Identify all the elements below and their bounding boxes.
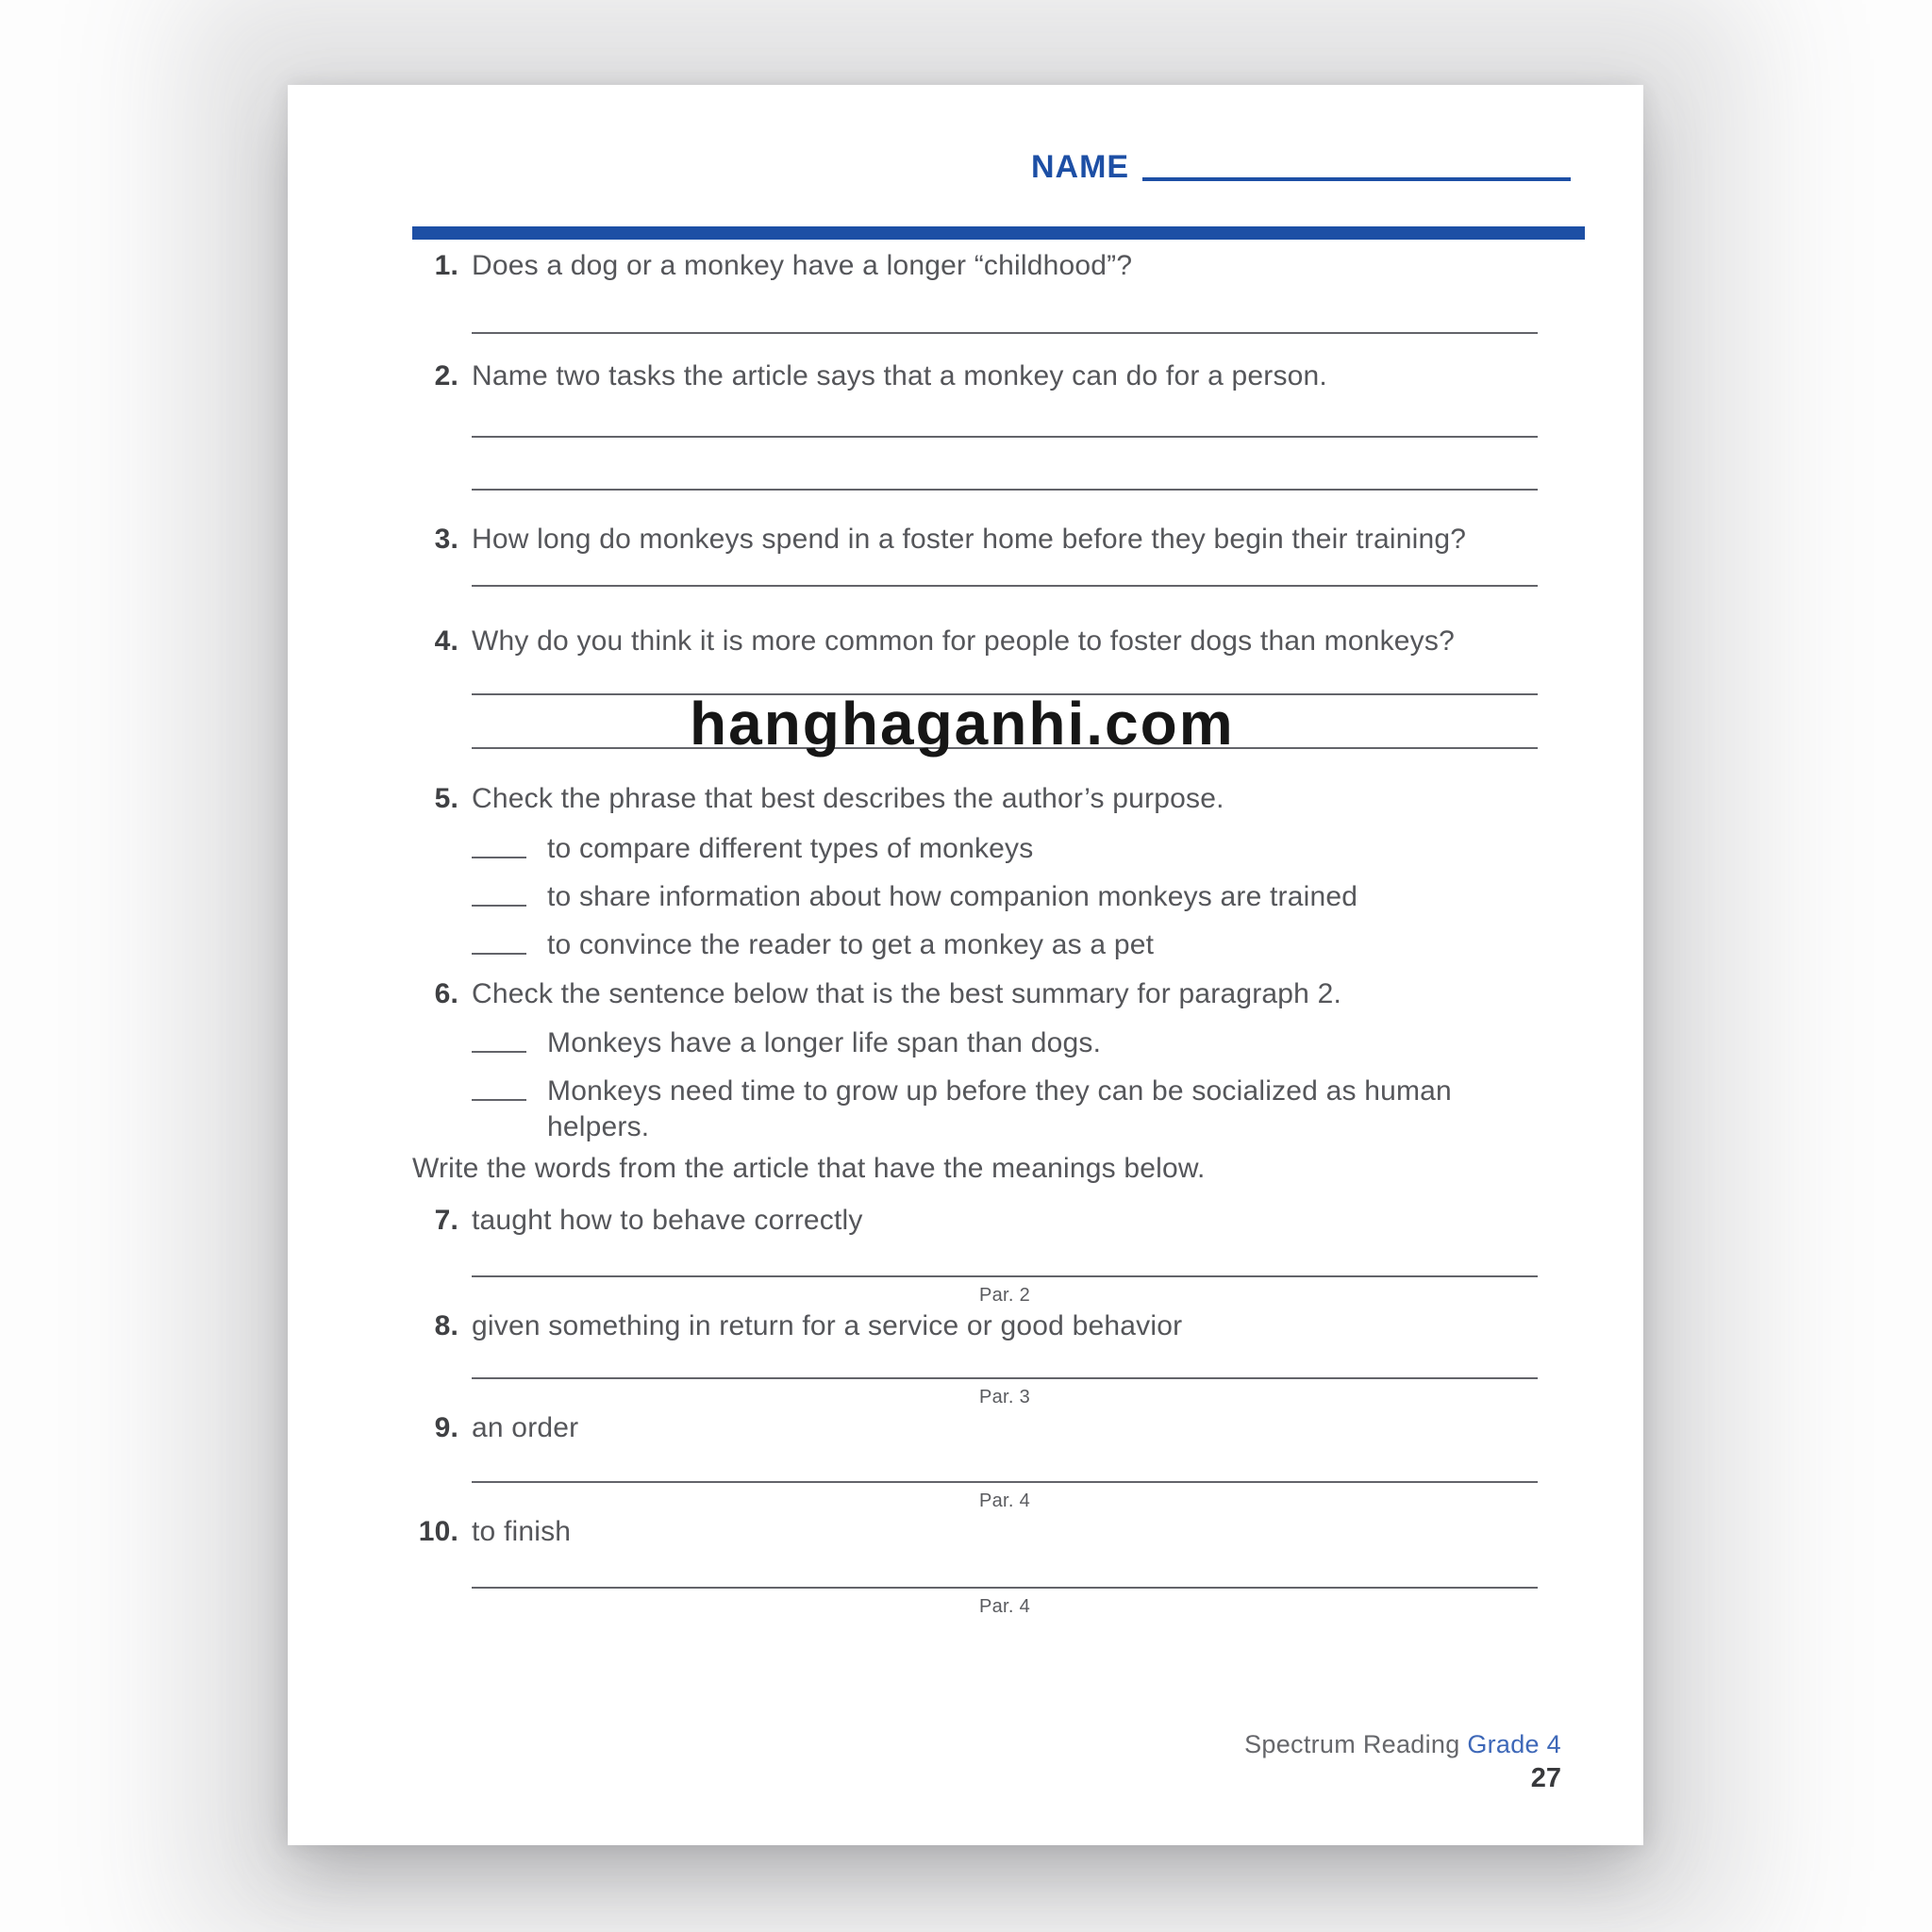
question-3-text: How long do monkeys spend in a foster home before they begin their training?	[472, 524, 1467, 555]
question-7-number: 7.	[434, 1205, 458, 1236]
option-text: to share information about how companion monkeys are trained	[547, 881, 1358, 912]
question-2-number: 2.	[434, 360, 458, 391]
check-blank	[472, 953, 526, 955]
option-text: to convince the reader to get a monkey as a pet	[547, 929, 1155, 960]
option-text: to compare different types of monkeys	[547, 833, 1034, 864]
question-7-text: taught how to behave correctly	[472, 1205, 863, 1236]
answer-line	[472, 489, 1538, 491]
grade-label: Grade 4	[1467, 1730, 1561, 1758]
paragraph-reference: Par. 3	[978, 1387, 1031, 1407]
page-footer	[1244, 1730, 1561, 1794]
paragraph-reference: Par. 4	[978, 1491, 1031, 1511]
answer-line	[472, 1377, 1538, 1379]
question-1-number: 1.	[434, 250, 458, 281]
worksheet-page	[288, 85, 1643, 1845]
series-name: Spectrum Reading	[1244, 1730, 1460, 1758]
check-blank	[472, 905, 526, 907]
question-2	[434, 358, 1552, 394]
question-10-number: 10.	[418, 1516, 458, 1547]
option-text: Monkeys need time to grow up before they can be socialized as human helpers.	[547, 1075, 1452, 1142]
question-5-option-3	[472, 927, 1557, 963]
question-2-text: Name two tasks the article says that a monkey can do for a person.	[472, 360, 1327, 391]
section-instruction: Write the words from the article that have the meanings below.	[412, 1153, 1206, 1184]
answer-line	[472, 1587, 1538, 1589]
question-4	[434, 624, 1552, 659]
question-6-option-1	[472, 1025, 1557, 1061]
question-10	[418, 1514, 1552, 1550]
check-blank	[472, 857, 526, 858]
question-8-text: given something in return for a service or good behavior	[472, 1310, 1183, 1341]
question-6	[434, 976, 1552, 1012]
check-blank	[472, 1051, 526, 1053]
answer-line	[472, 585, 1538, 587]
answer-line	[472, 436, 1538, 438]
header-rule	[412, 226, 1585, 240]
name-field-row	[1031, 142, 1571, 189]
question-5	[434, 781, 1552, 817]
question-5-number: 5.	[434, 783, 458, 814]
question-10-text: to finish	[472, 1516, 572, 1547]
answer-line	[472, 1481, 1538, 1483]
question-1	[434, 248, 1552, 284]
question-8	[434, 1308, 1552, 1344]
name-label: NAME	[1031, 149, 1130, 185]
name-blank-line	[1142, 177, 1571, 181]
option-text: Monkeys have a longer life span than dogs.	[547, 1027, 1102, 1058]
question-9-text: an order	[472, 1412, 579, 1443]
question-3-number: 3.	[434, 524, 458, 555]
question-4-number: 4.	[434, 625, 458, 657]
paragraph-reference: Par. 4	[978, 1596, 1031, 1617]
question-5-option-1	[472, 831, 1557, 867]
question-4-text: Why do you think it is more common for people to foster dogs than monkeys?	[472, 625, 1455, 657]
question-8-number: 8.	[434, 1310, 458, 1341]
book-title	[1244, 1730, 1561, 1759]
answer-line	[472, 1275, 1538, 1277]
question-9	[434, 1410, 1552, 1446]
answer-line	[472, 332, 1538, 334]
question-9-number: 9.	[434, 1412, 458, 1443]
question-7	[434, 1203, 1552, 1239]
question-6-option-2	[472, 1074, 1552, 1145]
question-5-text: Check the phrase that best describes the author’s purpose.	[472, 783, 1224, 814]
paragraph-reference: Par. 2	[978, 1285, 1031, 1306]
check-blank	[472, 1099, 526, 1101]
question-5-option-2	[472, 879, 1557, 915]
page-number: 27	[1530, 1763, 1561, 1793]
question-6-text: Check the sentence below that is the best summary for paragraph 2.	[472, 978, 1342, 1009]
question-6-number: 6.	[434, 978, 458, 1009]
site-watermark: hanghaganhi.com	[690, 690, 1235, 758]
question-3	[434, 522, 1552, 558]
question-1-text: Does a dog or a monkey have a longer “childhood”?	[472, 250, 1133, 281]
